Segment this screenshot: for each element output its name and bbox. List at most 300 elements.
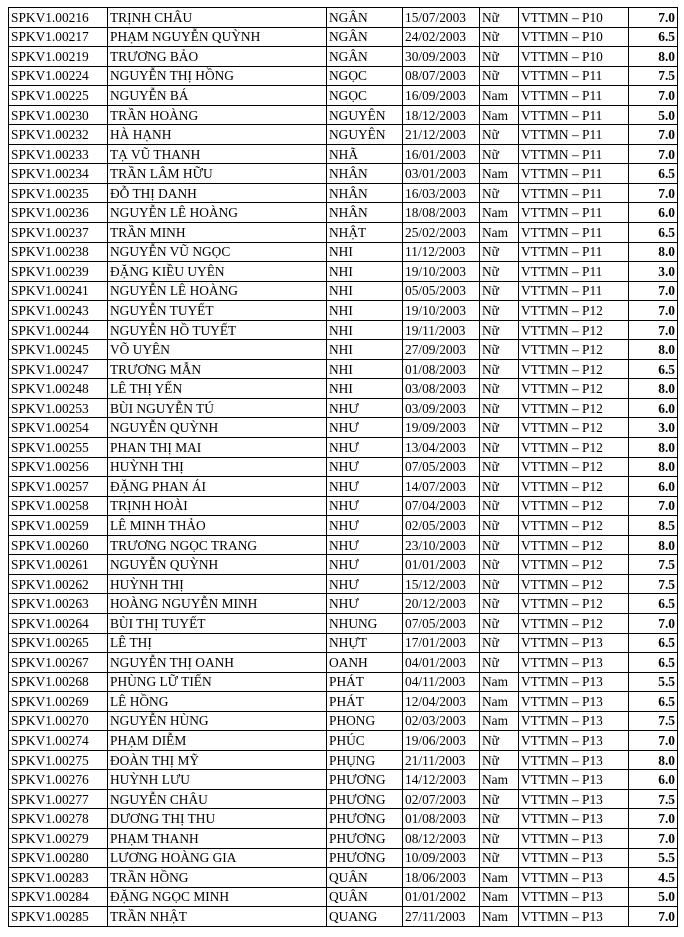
room-cell: VTTMN – P13 bbox=[519, 692, 629, 712]
room-cell: VTTMN – P11 bbox=[519, 262, 629, 282]
gender-cell: Nam bbox=[480, 770, 519, 790]
surname-cell: NGUYỄN LÊ HOÀNG bbox=[108, 281, 327, 301]
birth-date-cell: 21/11/2003 bbox=[403, 750, 480, 770]
surname-cell: NGUYỄN CHÂU bbox=[108, 789, 327, 809]
table-row bbox=[9, 47, 678, 67]
given-name-cell: NHI bbox=[327, 262, 403, 282]
gender-cell: Nữ bbox=[480, 594, 519, 614]
student-id-cell: SPKV1.00235 bbox=[9, 183, 108, 203]
gender-cell: Nữ bbox=[480, 340, 519, 360]
birth-date-cell: 07/05/2003 bbox=[403, 613, 480, 633]
gender-cell: Nữ bbox=[480, 496, 519, 516]
student-id-cell: SPKV1.00278 bbox=[9, 809, 108, 829]
student-id-cell: SPKV1.00241 bbox=[9, 281, 108, 301]
table-row bbox=[9, 750, 678, 770]
surname-cell: PHẠM DIỄM bbox=[108, 731, 327, 751]
table-row bbox=[9, 731, 678, 751]
table-row bbox=[9, 125, 678, 145]
room-cell: VTTMN – P12 bbox=[519, 340, 629, 360]
room-cell: VTTMN – P12 bbox=[519, 477, 629, 497]
surname-cell: VÕ UYÊN bbox=[108, 340, 327, 360]
room-cell: VTTMN – P12 bbox=[519, 301, 629, 321]
table-row bbox=[9, 496, 678, 516]
birth-date-cell: 24/02/2003 bbox=[403, 27, 480, 47]
birth-date-cell: 15/07/2003 bbox=[403, 8, 480, 28]
gender-cell: Nam bbox=[480, 203, 519, 223]
surname-cell: NGUYỄN QUỲNH bbox=[108, 555, 327, 575]
score-cell: 7.5 bbox=[629, 555, 678, 575]
gender-cell: Nữ bbox=[480, 477, 519, 497]
surname-cell: PHẠM NGUYỄN QUỲNH bbox=[108, 27, 327, 47]
student-id-cell: SPKV1.00258 bbox=[9, 496, 108, 516]
gender-cell: Nữ bbox=[480, 418, 519, 438]
student-id-cell: SPKV1.00257 bbox=[9, 477, 108, 497]
table-row bbox=[9, 203, 678, 223]
given-name-cell: NHƯ bbox=[327, 477, 403, 497]
student-id-cell: SPKV1.00216 bbox=[9, 8, 108, 28]
given-name-cell: NHƯ bbox=[327, 457, 403, 477]
score-cell: 7.0 bbox=[629, 8, 678, 28]
student-id-cell: SPKV1.00284 bbox=[9, 887, 108, 907]
score-cell: 7.0 bbox=[629, 731, 678, 751]
roster-body bbox=[9, 8, 678, 927]
room-cell: VTTMN – P13 bbox=[519, 887, 629, 907]
gender-cell: Nam bbox=[480, 164, 519, 184]
student-id-cell: SPKV1.00239 bbox=[9, 262, 108, 282]
score-cell: 7.0 bbox=[629, 496, 678, 516]
given-name-cell: OANH bbox=[327, 653, 403, 673]
birth-date-cell: 27/09/2003 bbox=[403, 340, 480, 360]
score-cell: 5.5 bbox=[629, 848, 678, 868]
room-cell: VTTMN – P12 bbox=[519, 555, 629, 575]
table-row bbox=[9, 223, 678, 243]
given-name-cell: PHONG bbox=[327, 711, 403, 731]
student-id-cell: SPKV1.00264 bbox=[9, 613, 108, 633]
room-cell: VTTMN – P10 bbox=[519, 8, 629, 28]
table-row bbox=[9, 555, 678, 575]
score-cell: 8.0 bbox=[629, 47, 678, 67]
gender-cell: Nam bbox=[480, 692, 519, 712]
gender-cell: Nam bbox=[480, 105, 519, 125]
student-id-cell: SPKV1.00277 bbox=[9, 789, 108, 809]
surname-cell: NGUYỄN TUYẾT bbox=[108, 301, 327, 321]
student-id-cell: SPKV1.00245 bbox=[9, 340, 108, 360]
given-name-cell: NHI bbox=[327, 359, 403, 379]
birth-date-cell: 19/06/2003 bbox=[403, 731, 480, 751]
table-row bbox=[9, 86, 678, 106]
table-row bbox=[9, 809, 678, 829]
given-name-cell: NHƯ bbox=[327, 438, 403, 458]
gender-cell: Nữ bbox=[480, 242, 519, 262]
student-id-cell: SPKV1.00279 bbox=[9, 828, 108, 848]
given-name-cell: NHƯ bbox=[327, 535, 403, 555]
given-name-cell: NGUYÊN bbox=[327, 125, 403, 145]
surname-cell: LÊ MINH THẢO bbox=[108, 516, 327, 536]
table-row bbox=[9, 887, 678, 907]
surname-cell: HUỲNH LƯU bbox=[108, 770, 327, 790]
room-cell: VTTMN – P13 bbox=[519, 868, 629, 888]
table-row bbox=[9, 828, 678, 848]
student-id-cell: SPKV1.00255 bbox=[9, 438, 108, 458]
score-cell: 5.0 bbox=[629, 105, 678, 125]
table-row bbox=[9, 144, 678, 164]
student-id-cell: SPKV1.00232 bbox=[9, 125, 108, 145]
surname-cell: NGUYỄN VŨ NGỌC bbox=[108, 242, 327, 262]
birth-date-cell: 01/01/2002 bbox=[403, 887, 480, 907]
gender-cell: Nữ bbox=[480, 750, 519, 770]
gender-cell: Nam bbox=[480, 86, 519, 106]
score-cell: 5.0 bbox=[629, 887, 678, 907]
birth-date-cell: 18/06/2003 bbox=[403, 868, 480, 888]
table-row bbox=[9, 66, 678, 86]
student-id-cell: SPKV1.00230 bbox=[9, 105, 108, 125]
given-name-cell: PHƯƠNG bbox=[327, 789, 403, 809]
student-id-cell: SPKV1.00269 bbox=[9, 692, 108, 712]
surname-cell: TRẦN LÂM HỮU bbox=[108, 164, 327, 184]
given-name-cell: NHƯ bbox=[327, 555, 403, 575]
birth-date-cell: 18/08/2003 bbox=[403, 203, 480, 223]
score-cell: 8.0 bbox=[629, 457, 678, 477]
score-cell: 6.5 bbox=[629, 359, 678, 379]
score-cell: 8.5 bbox=[629, 516, 678, 536]
surname-cell: NGUYỄN QUỲNH bbox=[108, 418, 327, 438]
table-row bbox=[9, 907, 678, 927]
given-name-cell: NHẬT bbox=[327, 223, 403, 243]
gender-cell: Nữ bbox=[480, 535, 519, 555]
room-cell: VTTMN – P13 bbox=[519, 653, 629, 673]
student-id-cell: SPKV1.00237 bbox=[9, 223, 108, 243]
room-cell: VTTMN – P10 bbox=[519, 47, 629, 67]
birth-date-cell: 25/02/2003 bbox=[403, 223, 480, 243]
score-cell: 8.0 bbox=[629, 535, 678, 555]
given-name-cell: PHƯƠNG bbox=[327, 770, 403, 790]
birth-date-cell: 04/11/2003 bbox=[403, 672, 480, 692]
gender-cell: Nữ bbox=[480, 320, 519, 340]
score-cell: 7.0 bbox=[629, 907, 678, 927]
birth-date-cell: 07/05/2003 bbox=[403, 457, 480, 477]
student-id-cell: SPKV1.00254 bbox=[9, 418, 108, 438]
student-id-cell: SPKV1.00280 bbox=[9, 848, 108, 868]
surname-cell: LƯƠNG HOÀNG GIA bbox=[108, 848, 327, 868]
gender-cell: Nam bbox=[480, 887, 519, 907]
score-cell: 7.0 bbox=[629, 183, 678, 203]
gender-cell: Nữ bbox=[480, 516, 519, 536]
table-row bbox=[9, 672, 678, 692]
score-cell: 5.5 bbox=[629, 672, 678, 692]
given-name-cell: NHI bbox=[327, 281, 403, 301]
surname-cell: NGUYỄN THỊ HỒNG bbox=[108, 66, 327, 86]
birth-date-cell: 18/12/2003 bbox=[403, 105, 480, 125]
room-cell: VTTMN – P11 bbox=[519, 144, 629, 164]
given-name-cell: NHI bbox=[327, 242, 403, 262]
gender-cell: Nữ bbox=[480, 66, 519, 86]
birth-date-cell: 04/01/2003 bbox=[403, 653, 480, 673]
gender-cell: Nữ bbox=[480, 183, 519, 203]
birth-date-cell: 19/11/2003 bbox=[403, 320, 480, 340]
score-cell: 3.0 bbox=[629, 418, 678, 438]
given-name-cell: NHƯ bbox=[327, 418, 403, 438]
table-row bbox=[9, 438, 678, 458]
surname-cell: PHÙNG LỮ TIẾN bbox=[108, 672, 327, 692]
score-cell: 8.0 bbox=[629, 438, 678, 458]
room-cell: VTTMN – P12 bbox=[519, 320, 629, 340]
surname-cell: NGUYỄN THỊ OANH bbox=[108, 653, 327, 673]
given-name-cell: NHƯ bbox=[327, 594, 403, 614]
room-cell: VTTMN – P12 bbox=[519, 398, 629, 418]
given-name-cell: PHƯƠNG bbox=[327, 809, 403, 829]
given-name-cell: PHÚC bbox=[327, 731, 403, 751]
table-row bbox=[9, 27, 678, 47]
gender-cell: Nữ bbox=[480, 555, 519, 575]
score-cell: 6.0 bbox=[629, 203, 678, 223]
gender-cell: Nữ bbox=[480, 27, 519, 47]
student-id-cell: SPKV1.00225 bbox=[9, 86, 108, 106]
birth-date-cell: 08/12/2003 bbox=[403, 828, 480, 848]
student-id-cell: SPKV1.00253 bbox=[9, 398, 108, 418]
student-id-cell: SPKV1.00270 bbox=[9, 711, 108, 731]
student-id-cell: SPKV1.00219 bbox=[9, 47, 108, 67]
table-row bbox=[9, 398, 678, 418]
gender-cell: Nam bbox=[480, 223, 519, 243]
table-row bbox=[9, 359, 678, 379]
birth-date-cell: 02/07/2003 bbox=[403, 789, 480, 809]
surname-cell: ĐOÀN THỊ MỸ bbox=[108, 750, 327, 770]
given-name-cell: NHƯ bbox=[327, 496, 403, 516]
given-name-cell: NHÃ bbox=[327, 144, 403, 164]
birth-date-cell: 02/05/2003 bbox=[403, 516, 480, 536]
table-row bbox=[9, 633, 678, 653]
surname-cell: LÊ THỊ bbox=[108, 633, 327, 653]
room-cell: VTTMN – P13 bbox=[519, 907, 629, 927]
score-cell: 7.5 bbox=[629, 711, 678, 731]
given-name-cell: PHƯƠNG bbox=[327, 828, 403, 848]
surname-cell: ĐẶNG NGỌC MINH bbox=[108, 887, 327, 907]
table-row bbox=[9, 242, 678, 262]
room-cell: VTTMN – P13 bbox=[519, 750, 629, 770]
score-cell: 4.5 bbox=[629, 868, 678, 888]
surname-cell: NGUYỄN HÙNG bbox=[108, 711, 327, 731]
table-row bbox=[9, 594, 678, 614]
birth-date-cell: 30/09/2003 bbox=[403, 47, 480, 67]
score-cell: 3.0 bbox=[629, 262, 678, 282]
room-cell: VTTMN – P13 bbox=[519, 731, 629, 751]
room-cell: VTTMN – P13 bbox=[519, 770, 629, 790]
score-cell: 6.5 bbox=[629, 594, 678, 614]
surname-cell: ĐỖ THỊ DANH bbox=[108, 183, 327, 203]
birth-date-cell: 19/10/2003 bbox=[403, 262, 480, 282]
room-cell: VTTMN – P13 bbox=[519, 789, 629, 809]
birth-date-cell: 01/01/2003 bbox=[403, 555, 480, 575]
gender-cell: Nữ bbox=[480, 379, 519, 399]
score-cell: 7.0 bbox=[629, 613, 678, 633]
table-row bbox=[9, 379, 678, 399]
gender-cell: Nữ bbox=[480, 47, 519, 67]
birth-date-cell: 15/12/2003 bbox=[403, 574, 480, 594]
table-row bbox=[9, 535, 678, 555]
room-cell: VTTMN – P12 bbox=[519, 418, 629, 438]
room-cell: VTTMN – P12 bbox=[519, 379, 629, 399]
surname-cell: LÊ THỊ YẾN bbox=[108, 379, 327, 399]
given-name-cell: PHÁT bbox=[327, 672, 403, 692]
table-row bbox=[9, 457, 678, 477]
student-id-cell: SPKV1.00267 bbox=[9, 653, 108, 673]
gender-cell: Nữ bbox=[480, 125, 519, 145]
gender-cell: Nam bbox=[480, 868, 519, 888]
gender-cell: Nữ bbox=[480, 262, 519, 282]
room-cell: VTTMN – P11 bbox=[519, 223, 629, 243]
surname-cell: TRỊNH HOÀI bbox=[108, 496, 327, 516]
given-name-cell: NGUYÊN bbox=[327, 105, 403, 125]
score-cell: 6.0 bbox=[629, 398, 678, 418]
table-row bbox=[9, 418, 678, 438]
given-name-cell: QUÂN bbox=[327, 868, 403, 888]
given-name-cell: NHƯ bbox=[327, 516, 403, 536]
given-name-cell: NGỌC bbox=[327, 66, 403, 86]
gender-cell: Nữ bbox=[480, 789, 519, 809]
score-cell: 6.5 bbox=[629, 164, 678, 184]
given-name-cell: NGÂN bbox=[327, 8, 403, 28]
given-name-cell: QUANG bbox=[327, 907, 403, 927]
gender-cell: Nữ bbox=[480, 809, 519, 829]
given-name-cell: NHÂN bbox=[327, 203, 403, 223]
room-cell: VTTMN – P13 bbox=[519, 672, 629, 692]
student-id-cell: SPKV1.00248 bbox=[9, 379, 108, 399]
birth-date-cell: 11/12/2003 bbox=[403, 242, 480, 262]
gender-cell: Nam bbox=[480, 711, 519, 731]
table-row bbox=[9, 340, 678, 360]
room-cell: VTTMN – P11 bbox=[519, 66, 629, 86]
birth-date-cell: 27/11/2003 bbox=[403, 907, 480, 927]
room-cell: VTTMN – P13 bbox=[519, 633, 629, 653]
score-cell: 8.0 bbox=[629, 340, 678, 360]
student-id-cell: SPKV1.00244 bbox=[9, 320, 108, 340]
table-row bbox=[9, 848, 678, 868]
room-cell: VTTMN – P12 bbox=[519, 516, 629, 536]
birth-date-cell: 03/09/2003 bbox=[403, 398, 480, 418]
given-name-cell: NHI bbox=[327, 301, 403, 321]
gender-cell: Nữ bbox=[480, 633, 519, 653]
score-cell: 7.0 bbox=[629, 809, 678, 829]
student-roster-table bbox=[8, 7, 678, 927]
given-name-cell: NHÂN bbox=[327, 183, 403, 203]
student-id-cell: SPKV1.00224 bbox=[9, 66, 108, 86]
given-name-cell: NHƯ bbox=[327, 574, 403, 594]
birth-date-cell: 16/03/2003 bbox=[403, 183, 480, 203]
gender-cell: Nữ bbox=[480, 301, 519, 321]
room-cell: VTTMN – P12 bbox=[519, 613, 629, 633]
surname-cell: HUỲNH THỊ bbox=[108, 574, 327, 594]
birth-date-cell: 14/12/2003 bbox=[403, 770, 480, 790]
gender-cell: Nữ bbox=[480, 828, 519, 848]
score-cell: 7.5 bbox=[629, 789, 678, 809]
student-id-cell: SPKV1.00234 bbox=[9, 164, 108, 184]
birth-date-cell: 08/07/2003 bbox=[403, 66, 480, 86]
table-row bbox=[9, 692, 678, 712]
gender-cell: Nam bbox=[480, 907, 519, 927]
given-name-cell: NHI bbox=[327, 379, 403, 399]
gender-cell: Nữ bbox=[480, 848, 519, 868]
gender-cell: Nữ bbox=[480, 731, 519, 751]
given-name-cell: NHÂN bbox=[327, 164, 403, 184]
room-cell: VTTMN – P11 bbox=[519, 183, 629, 203]
surname-cell: PHAN THỊ MAI bbox=[108, 438, 327, 458]
gender-cell: Nữ bbox=[480, 653, 519, 673]
gender-cell: Nữ bbox=[480, 613, 519, 633]
student-id-cell: SPKV1.00283 bbox=[9, 868, 108, 888]
score-cell: 8.0 bbox=[629, 750, 678, 770]
student-id-cell: SPKV1.00263 bbox=[9, 594, 108, 614]
table-row bbox=[9, 711, 678, 731]
surname-cell: DƯƠNG THỊ THU bbox=[108, 809, 327, 829]
gender-cell: Nữ bbox=[480, 359, 519, 379]
birth-date-cell: 02/03/2003 bbox=[403, 711, 480, 731]
given-name-cell: QUÂN bbox=[327, 887, 403, 907]
surname-cell: HÀ HẠNH bbox=[108, 125, 327, 145]
gender-cell: Nữ bbox=[480, 398, 519, 418]
score-cell: 6.5 bbox=[629, 27, 678, 47]
surname-cell: HOÀNG NGUYỄN MINH bbox=[108, 594, 327, 614]
room-cell: VTTMN – P13 bbox=[519, 848, 629, 868]
gender-cell: Nữ bbox=[480, 438, 519, 458]
student-id-cell: SPKV1.00243 bbox=[9, 301, 108, 321]
table-row bbox=[9, 770, 678, 790]
given-name-cell: NHI bbox=[327, 340, 403, 360]
table-row bbox=[9, 301, 678, 321]
given-name-cell: NHỰT bbox=[327, 633, 403, 653]
birth-date-cell: 10/09/2003 bbox=[403, 848, 480, 868]
score-cell: 7.5 bbox=[629, 574, 678, 594]
given-name-cell: NGÂN bbox=[327, 47, 403, 67]
score-cell: 6.5 bbox=[629, 223, 678, 243]
table-row bbox=[9, 164, 678, 184]
table-row bbox=[9, 868, 678, 888]
birth-date-cell: 16/01/2003 bbox=[403, 144, 480, 164]
room-cell: VTTMN – P11 bbox=[519, 242, 629, 262]
room-cell: VTTMN – P12 bbox=[519, 496, 629, 516]
birth-date-cell: 03/08/2003 bbox=[403, 379, 480, 399]
room-cell: VTTMN – P12 bbox=[519, 594, 629, 614]
surname-cell: BÙI NGUYỄN TÚ bbox=[108, 398, 327, 418]
student-id-cell: SPKV1.00259 bbox=[9, 516, 108, 536]
room-cell: VTTMN – P12 bbox=[519, 438, 629, 458]
birth-date-cell: 19/09/2003 bbox=[403, 418, 480, 438]
room-cell: VTTMN – P12 bbox=[519, 457, 629, 477]
score-cell: 7.0 bbox=[629, 301, 678, 321]
room-cell: VTTMN – P13 bbox=[519, 711, 629, 731]
room-cell: VTTMN – P11 bbox=[519, 164, 629, 184]
gender-cell: Nữ bbox=[480, 281, 519, 301]
room-cell: VTTMN – P11 bbox=[519, 105, 629, 125]
student-id-cell: SPKV1.00238 bbox=[9, 242, 108, 262]
birth-date-cell: 14/07/2003 bbox=[403, 477, 480, 497]
given-name-cell: NHƯ bbox=[327, 398, 403, 418]
score-cell: 7.0 bbox=[629, 281, 678, 301]
student-id-cell: SPKV1.00260 bbox=[9, 535, 108, 555]
score-cell: 6.0 bbox=[629, 770, 678, 790]
table-row bbox=[9, 516, 678, 536]
given-name-cell: PHÁT bbox=[327, 692, 403, 712]
surname-cell: NGUYỄN HỒ TUYẾT bbox=[108, 320, 327, 340]
surname-cell: TRẦN MINH bbox=[108, 223, 327, 243]
birth-date-cell: 17/01/2003 bbox=[403, 633, 480, 653]
birth-date-cell: 12/04/2003 bbox=[403, 692, 480, 712]
gender-cell: Nam bbox=[480, 672, 519, 692]
student-id-cell: SPKV1.00265 bbox=[9, 633, 108, 653]
surname-cell: TRẦN HỒNG bbox=[108, 868, 327, 888]
student-id-cell: SPKV1.00268 bbox=[9, 672, 108, 692]
table-row bbox=[9, 477, 678, 497]
birth-date-cell: 19/10/2003 bbox=[403, 301, 480, 321]
